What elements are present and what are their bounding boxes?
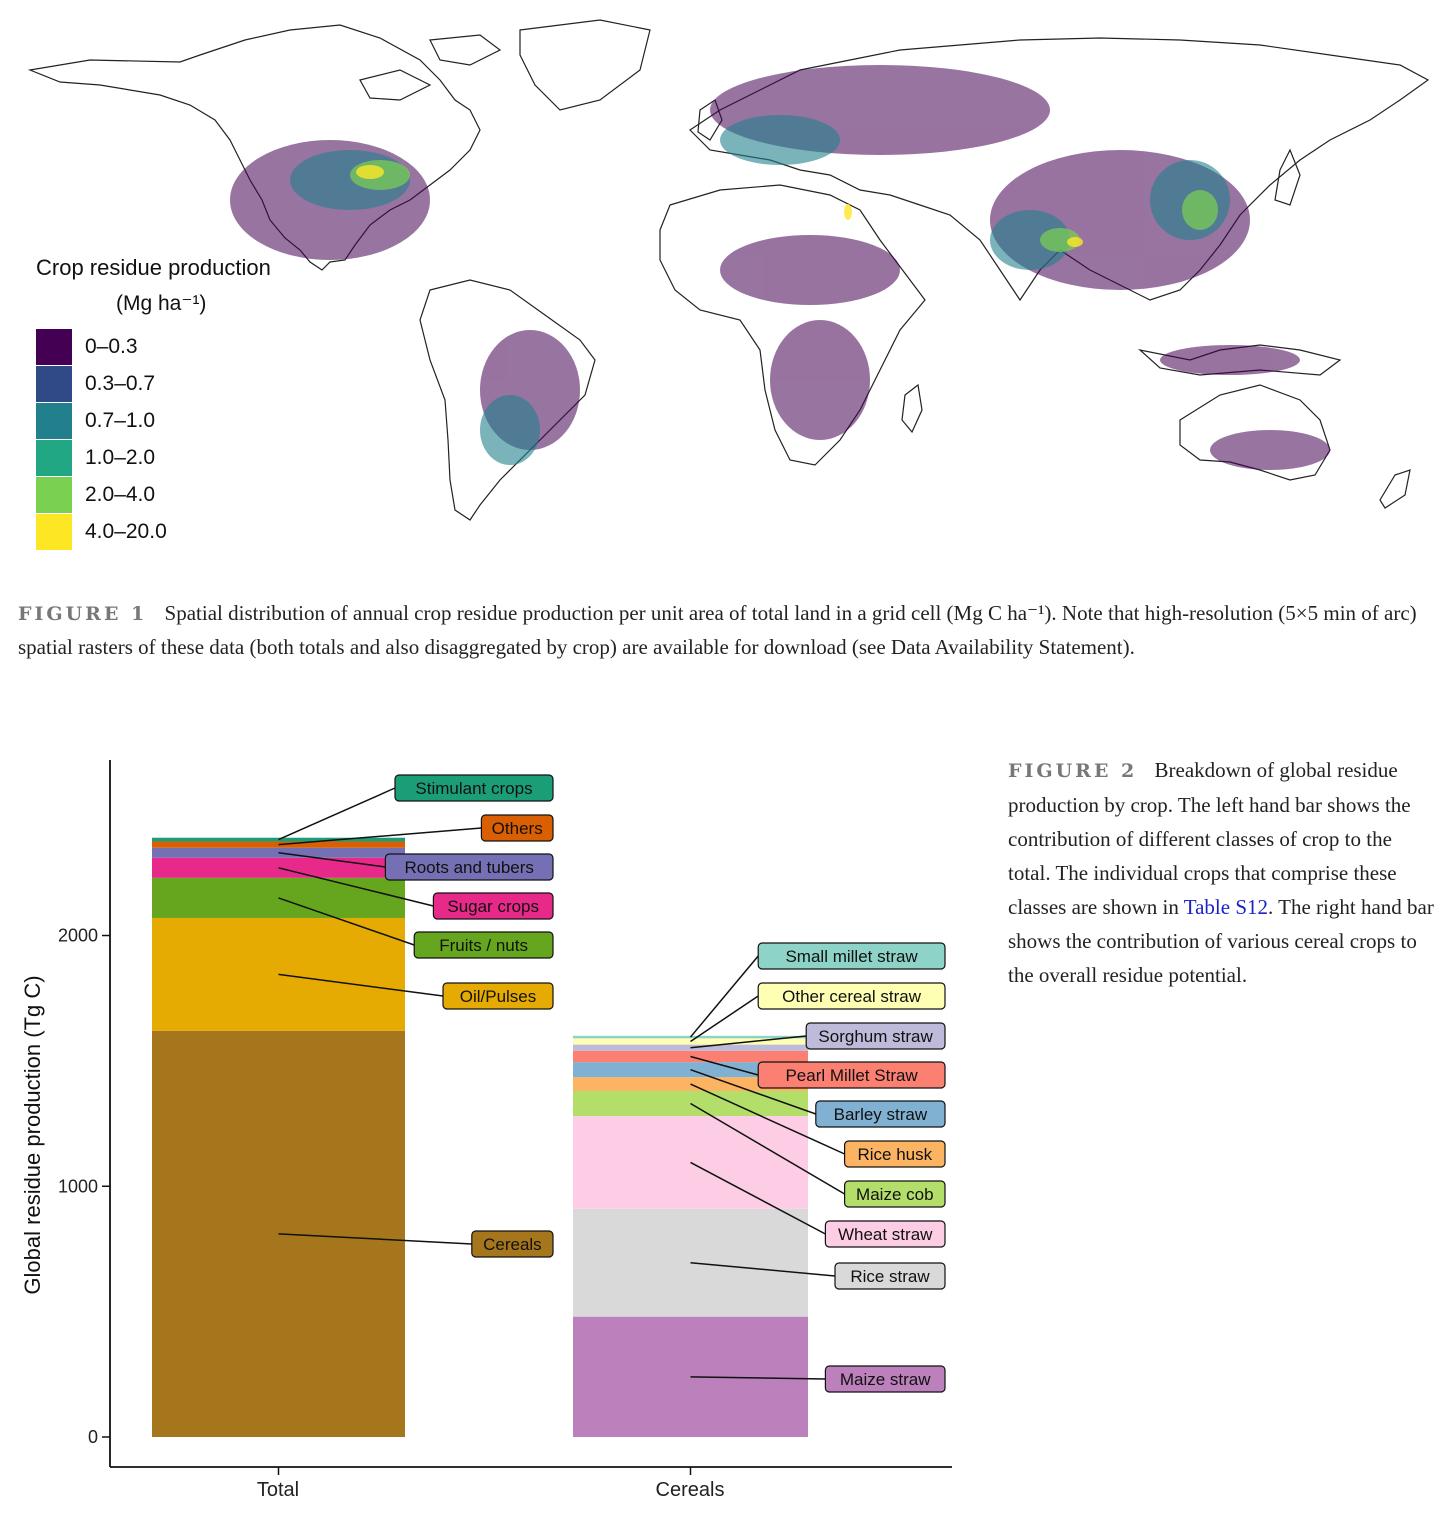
leader-line xyxy=(691,996,759,1041)
leader-line xyxy=(279,788,396,840)
segment-label xyxy=(395,775,553,801)
segment-label-text: Pearl Millet Straw xyxy=(785,1066,918,1085)
segment-label-text: Rice straw xyxy=(850,1267,930,1286)
new-zealand-outline xyxy=(1380,470,1410,508)
table-s12-link[interactable]: Table S12 xyxy=(1183,895,1269,919)
segment-label-text: Sorghum straw xyxy=(818,1027,933,1046)
y-tick-label: 1000 xyxy=(57,1176,98,1197)
segment-label-text: Rice husk xyxy=(857,1145,933,1164)
y-tick-label: 0 xyxy=(87,1427,98,1447)
segment-label xyxy=(385,854,553,880)
segment-label xyxy=(433,893,553,919)
y-tick-label: 2000 xyxy=(57,925,98,946)
legend-rows xyxy=(36,328,271,550)
legend-swatch xyxy=(36,477,72,513)
x-tick-label: Total xyxy=(256,1479,300,1501)
segment-label-text: Barley straw xyxy=(833,1105,928,1124)
segment-label xyxy=(758,1062,945,1088)
bars-layer xyxy=(152,838,808,1437)
figure2-label: FIGURE 2 xyxy=(1008,760,1138,782)
figure1-caption-text: Spatial distribution of annual crop residue production per unit area of total land in a grid cell (Mg C ha⁻¹). Note that high-resolution (5×5 min of arc) spatial rasters of these data (both totals and also disaggregated by crop) are available for download (see Data Availability Statement). xyxy=(18,601,1417,659)
map-legend xyxy=(36,255,271,550)
legend-row xyxy=(36,439,271,476)
bar-segment xyxy=(152,848,405,858)
legend-row xyxy=(36,365,271,402)
legend-swatch xyxy=(36,514,72,550)
residue-raster xyxy=(230,65,1330,470)
residue-breakdown-chart xyxy=(0,740,1000,1514)
segment-label xyxy=(845,1181,945,1207)
figure1-caption xyxy=(18,597,1438,664)
y-axis-label: Global residue production (Tg C) xyxy=(20,975,45,1295)
legend-title: Crop residue production xyxy=(36,255,271,280)
segment-label-text: Roots and tubers xyxy=(404,858,534,877)
segment-label-text: Small millet straw xyxy=(785,947,918,966)
legend-swatch xyxy=(36,403,72,439)
segment-label-text: Wheat straw xyxy=(837,1225,933,1244)
figure2-caption-after: . The right hand bar shows the contribution of various cereal crops to the overall residue potential. xyxy=(1008,895,1434,987)
greenland-outline xyxy=(520,20,650,110)
segment-label xyxy=(825,1366,945,1392)
segment-label xyxy=(816,1101,945,1127)
segment-label-text: Others xyxy=(491,819,543,838)
segment-label-text: Cereals xyxy=(483,1235,542,1254)
figure2-caption-before: Breakdown of global residue production by crop. The left hand bar shows the contribution of different classes of crop to the total. The individual crops that comprise these classes are shown in xyxy=(1008,758,1411,919)
segment-label xyxy=(758,943,945,969)
segment-label-text: Other cereal straw xyxy=(782,987,922,1006)
legend-unit: (Mg ha⁻¹) xyxy=(116,292,207,315)
madagascar-outline xyxy=(902,385,922,432)
legend-row xyxy=(36,402,271,439)
segment-label xyxy=(845,1141,945,1167)
segment-label xyxy=(414,932,553,958)
x-tick-label: Cereals xyxy=(655,1479,725,1501)
segment-label xyxy=(835,1263,945,1289)
segment-label-text: Sugar crops xyxy=(447,897,540,916)
legend-swatch xyxy=(36,440,72,476)
arctic-islands-outline xyxy=(360,35,500,100)
segment-label xyxy=(443,983,553,1009)
legend-swatch xyxy=(36,366,72,402)
segment-label xyxy=(806,1023,945,1049)
legend-label: 0–0.3 xyxy=(85,334,138,358)
legend-swatch xyxy=(36,329,72,365)
bar-segment xyxy=(152,858,405,878)
legend-label: 0.7–1.0 xyxy=(85,408,156,432)
segment-label-text: Oil/Pulses xyxy=(459,987,537,1006)
legend-label: 0.3–0.7 xyxy=(85,371,156,395)
segment-label-text: Maize straw xyxy=(839,1370,931,1389)
legend-label: 4.0–20.0 xyxy=(85,519,167,543)
segment-label-text: Stimulant crops xyxy=(415,779,533,798)
japan-outline xyxy=(1275,150,1300,205)
legend-row xyxy=(36,328,271,365)
segment-label xyxy=(758,983,945,1009)
segment-label xyxy=(481,815,553,841)
legend-label: 1.0–2.0 xyxy=(85,445,156,469)
legend-row xyxy=(36,513,271,550)
segment-label-text: Fruits / nuts xyxy=(439,936,529,955)
leader-line xyxy=(691,956,759,1037)
figure2-caption xyxy=(1008,753,1438,992)
segment-label-text: Maize cob xyxy=(856,1185,934,1204)
segment-label xyxy=(825,1221,945,1247)
segment-label xyxy=(472,1231,553,1257)
figure1-label: FIGURE 1 xyxy=(18,603,148,625)
legend-label: 2.0–4.0 xyxy=(85,482,156,506)
legend-row xyxy=(36,476,271,513)
